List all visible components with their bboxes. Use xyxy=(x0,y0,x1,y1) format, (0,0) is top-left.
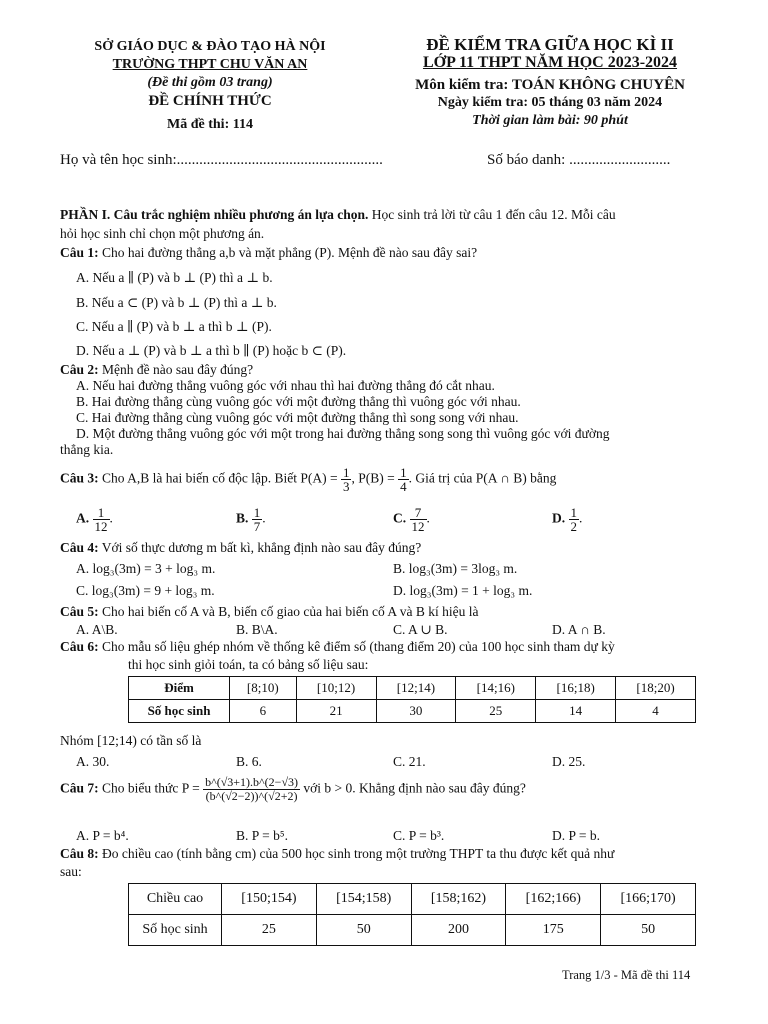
official-label: ĐỀ CHÍNH THỨC xyxy=(148,93,272,109)
q2-option-c: C. Hai đường thẳng cùng vuông góc với một đường thẳng thì song song với nhau. xyxy=(76,410,519,425)
q3-pa-fraction: $\frac{1}{3}$ xyxy=(342,465,350,494)
table-row xyxy=(129,915,696,946)
table-cell: 25 xyxy=(222,915,317,946)
table-cell: [158;162) xyxy=(411,884,506,915)
table-cell: [16;18) xyxy=(536,677,616,700)
q6-score-table xyxy=(128,676,696,723)
q6-label: Câu 6: xyxy=(60,639,99,654)
header-right xyxy=(385,36,715,130)
table-row xyxy=(129,700,696,723)
q7-option-a: A. P = b⁴. xyxy=(76,828,129,843)
exam-code: Mã đề thi: 114 xyxy=(167,117,253,132)
table-cell: 6 xyxy=(230,700,297,723)
q3-text-c: . Giá trị của P(A ∩ B) bằng xyxy=(408,470,557,486)
q2-option-a: A. Nếu hai đường thẳng vuông góc với nhau thì hai đường thẳng đó cắt nhau. xyxy=(76,378,495,393)
q8-text-2: sau: xyxy=(60,864,82,879)
q3-text-b: , P(B) = xyxy=(351,470,395,486)
q5-option-d: D. A ∩ B. xyxy=(552,622,606,637)
q8-height-table xyxy=(128,883,696,946)
q4-label: Câu 4: xyxy=(60,540,99,555)
table-cell: [14;16) xyxy=(456,677,536,700)
q6-option-c: C. 21. xyxy=(393,754,426,769)
q7-expression: $\frac{b\^{}(√3+1).b\^{}(2-√3)}{(b\^{}(√2-2))\^{}(√2+2)}$ xyxy=(205,775,299,803)
q3-option-b: B. $\frac{1}{7}$ . xyxy=(236,505,266,534)
q5-option-a: A. A\B. xyxy=(76,622,118,637)
table-cell: [154;158) xyxy=(316,884,411,915)
table-cell: 30 xyxy=(376,700,456,723)
question-2 xyxy=(60,362,720,458)
part1-instructions-2: hỏi học sinh chỉ chọn một phương án. xyxy=(60,226,265,241)
q1-option-b: B. Nếu a ⊂ (P) và b ⊥ (P) thì a ⊥ b. xyxy=(76,295,277,310)
table-cell: [18;20) xyxy=(616,677,696,700)
question-1 xyxy=(60,243,477,262)
table-row xyxy=(129,884,696,915)
table-cell: 50 xyxy=(601,915,696,946)
table-cell: [162;166) xyxy=(506,884,601,915)
table-cell: [150;154) xyxy=(222,884,317,915)
q1-label: Câu 1: xyxy=(60,245,99,260)
q2-text: Mệnh đề nào sau đây đúng? xyxy=(98,362,254,377)
question-6 xyxy=(60,638,730,674)
department: SỞ GIÁO DỤC & ĐÀO TẠO HÀ NỘI xyxy=(94,39,326,54)
q8-label: Câu 8: xyxy=(60,846,99,861)
table-cell: 14 xyxy=(536,700,616,723)
q6-option-a: A. 30. xyxy=(76,754,110,769)
question-5 xyxy=(60,602,478,621)
table-cell: [166;170) xyxy=(601,884,696,915)
table-cell: 50 xyxy=(316,915,411,946)
table-cell: 4 xyxy=(616,700,696,723)
q5-text: Cho hai biến cố A và B, biến cố giao của hai biến cố A và B kí hiệu là xyxy=(98,604,479,619)
q3-option-c: C. $\frac{7}{12}$ . xyxy=(393,505,430,534)
table-cell: 25 xyxy=(456,700,536,723)
header-left xyxy=(60,38,360,134)
question-7 xyxy=(60,776,526,803)
part1-instructions: Học sinh trả lời từ câu 1 đến câu 12. Mỗi câu xyxy=(368,207,616,222)
q6-text-2: thi học sinh giỏi toán, ta có bảng số liệu sau: xyxy=(128,657,369,672)
q7-option-c: C. P = b³. xyxy=(393,828,445,843)
table-header: Chiều cao xyxy=(129,884,222,915)
q6-text: Cho mẫu số liệu ghép nhóm về thống kê điểm số (thang điểm 20) của 100 học sinh tham dự kỳ xyxy=(98,639,615,654)
q4-text: Với số thực dương m bất kì, khẳng định nào sau đây đúng? xyxy=(98,540,422,555)
table-cell: [8;10) xyxy=(230,677,297,700)
q7-label: Câu 7: xyxy=(60,780,99,796)
school-name: TRƯỜNG THPT CHU VĂN AN xyxy=(112,57,308,72)
q2-option-b: B. Hai đường thẳng cùng vuông góc với một đường thẳng thì vuông góc với nhau. xyxy=(76,394,521,409)
q1-text: Cho hai đường thẳng a,b và mặt phẳng (P). Mệnh đề nào sau đây sai? xyxy=(98,245,478,260)
question-4 xyxy=(60,538,421,557)
subject: Môn kiểm tra: TOÁN KHÔNG CHUYÊN xyxy=(415,77,685,93)
q6-option-d: D. 25. xyxy=(552,754,586,769)
q3-option-d: D. $\frac{1}{2}$ . xyxy=(552,505,583,534)
q6-question: Nhóm [12;14) có tần số là xyxy=(60,733,202,748)
table-header: Số học sinh xyxy=(129,915,222,946)
q7-text-b: với b > 0. Khẳng định nào sau đây đúng? xyxy=(300,780,526,796)
q8-text: Đo chiều cao (tính bằng cm) của 500 học sinh trong một trường THPT ta thu được kết quả như xyxy=(98,846,615,861)
q1-option-c: C. Nếu a ∥ (P) và b ⊥ a thì b ⊥ (P). xyxy=(76,319,272,334)
grade-year: LỚP 11 THPT NĂM HỌC 2023-2024 xyxy=(422,54,678,71)
q7-option-d: D. P = b. xyxy=(552,828,600,843)
part1-heading xyxy=(60,205,720,243)
table-cell: [10;12) xyxy=(296,677,376,700)
question-8 xyxy=(60,845,730,881)
table-header: Điểm xyxy=(129,677,230,700)
table-cell: 200 xyxy=(411,915,506,946)
q4-option-d: D. log₃(3m) = 1 + log₃ m. xyxy=(393,583,533,598)
q3-label: Câu 3: xyxy=(60,470,99,486)
table-row xyxy=(129,677,696,700)
pages-note: (Đề thi gồm 03 trang) xyxy=(147,75,273,90)
table-cell: 21 xyxy=(296,700,376,723)
student-name-field: Họ và tên học sinh:....................................................... xyxy=(60,152,383,168)
exam-date: Ngày kiểm tra: 05 tháng 03 năm 2024 xyxy=(437,95,663,110)
q6-option-b: B. 6. xyxy=(236,754,262,769)
table-cell: [12;14) xyxy=(376,677,456,700)
q4-option-b: B. log₃(3m) = 3log₃ m. xyxy=(393,561,518,576)
question-3 xyxy=(60,466,556,493)
table-cell: 175 xyxy=(506,915,601,946)
q3-option-a: A. $\frac{1}{12}$ . xyxy=(76,505,113,534)
q4-option-c: C. log₃(3m) = 9 + log₃ m. xyxy=(76,583,215,598)
table-header: Số học sinh xyxy=(129,700,230,723)
q1-option-a: A. Nếu a ∥ (P) và b ⊥ (P) thì a ⊥ b. xyxy=(76,270,273,285)
page-footer: Trang 1/3 - Mã đề thi 114 xyxy=(562,968,691,982)
q5-label: Câu 5: xyxy=(60,604,99,619)
q7-text-a: Cho biểu thức P = xyxy=(98,780,200,796)
q5-option-b: B. B\A. xyxy=(236,622,278,637)
q3-pb-fraction: $\frac{1}{4}$ xyxy=(400,465,407,494)
q4-option-a: A. log₃(3m) = 3 + log₃ m. xyxy=(76,561,216,576)
student-id-field: Số báo danh: ........................... xyxy=(487,152,671,168)
q1-option-d: D. Nếu a ⊥ (P) và b ⊥ a thì b ∥ (P) hoặc b ⊂ (P). xyxy=(76,343,347,358)
q3-text-a: Cho A,B là hai biến cố độc lập. Biết P(A) = xyxy=(98,470,338,486)
q5-option-c: C. A ∪ B. xyxy=(393,622,448,637)
q7-option-b: B. P = b⁵. xyxy=(236,828,288,843)
q2-option-d-cont: thẳng kia. xyxy=(60,442,114,457)
q2-label: Câu 2: xyxy=(60,362,99,377)
part1-title: PHẦN I. Câu trắc nghiệm nhiều phương án lựa chọn. xyxy=(60,207,369,222)
q2-option-d: D. Một đường thẳng vuông góc với một trong hai đường thẳng song song thì vuông góc với đường xyxy=(76,426,610,441)
duration: Thời gian làm bài: 90 phút xyxy=(472,113,628,128)
exam-title: ĐỀ KIỂM TRA GIỮA HỌC KÌ II xyxy=(426,35,674,54)
